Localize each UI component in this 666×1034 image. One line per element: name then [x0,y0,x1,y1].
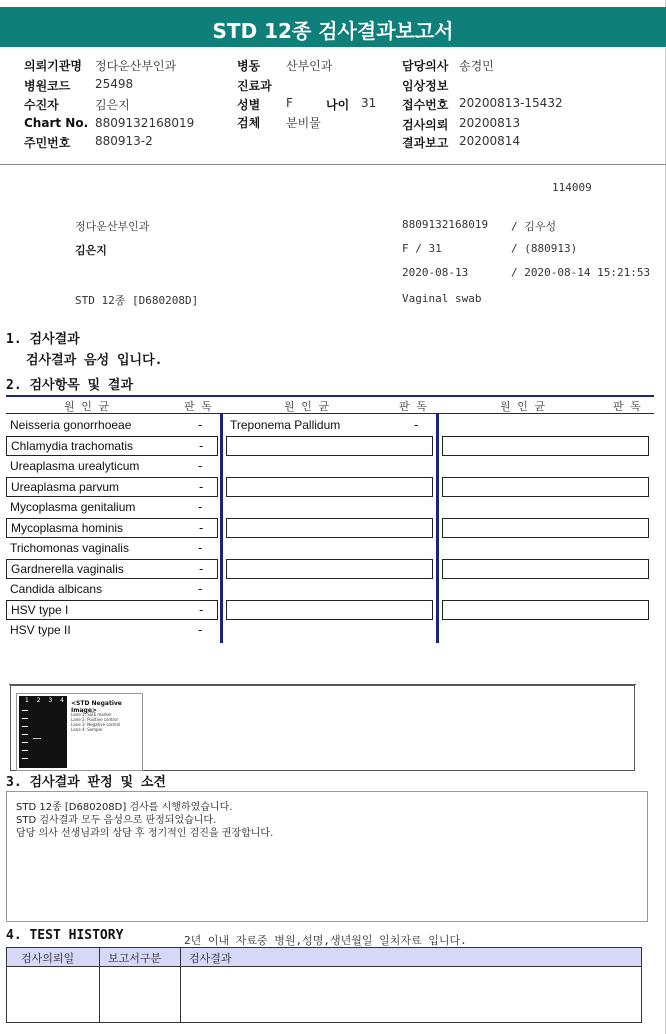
request-value: 20200813 [459,116,521,130]
section4-title: 4. TEST HISTORY [6,928,124,943]
empty-cell [226,559,433,579]
receipt-value: 20200813-15432 [459,96,563,110]
report-title: STD 12종 검사결과보고서 [212,19,454,43]
empty-cell [226,600,433,620]
organism-name: Mycoplasma genitalium [10,500,136,514]
control-band [33,738,41,739]
result-value: 20200814 [459,134,521,148]
organism-name: Treponema Pallidum [230,418,341,432]
summary-test-name: STD 12종 [D680208D] [75,294,199,307]
sex-value: F [286,96,293,110]
opinion-line: 담당 의사 선생님과의 상담 후 정기적인 검진을 권장합니다. [16,828,274,839]
age-label: 나이 [326,98,350,112]
institution-value: 정다운산부인과 [95,59,177,73]
history-header-row [7,948,641,967]
organism-result: - [198,459,203,473]
result-label: 결과보고 [402,136,449,150]
table-row [6,559,218,579]
hospital-code-value: 25498 [95,77,134,91]
dept-label: 진료과 [237,79,272,93]
empty-cell [226,477,433,497]
organism-result: - [198,623,203,637]
opinion-line: STD 검사결과 모두 음성으로 판정되었습니다. [16,815,217,826]
table-row [6,498,218,518]
gel-image-box [10,685,635,771]
gel-legend-line: Lane 1: SIZE marker [71,712,112,717]
patient-value: 김은지 [95,98,130,112]
organism-name: Ureaplasma urealyticum [10,459,140,473]
ladder-band [22,758,28,759]
ward-label: 병동 [237,59,261,73]
gel-lane-numbers: 1 2 3 4 [25,697,67,704]
organism-name: HSV type I [11,603,69,617]
gel-photo [19,696,67,768]
organism-name: HSV type II [10,623,71,637]
rrn-value: 880913-2 [95,134,153,148]
ladder-band [22,710,28,711]
specimen-value: 분비물 [286,116,321,130]
organism-name: Candida albicans [10,582,103,596]
gel-caption: <STD Negative Image> [71,700,122,714]
image-box-rule [9,684,636,685]
col1-name-header: 원 인 균 [64,400,110,413]
table-row [6,600,218,620]
grid-top-rule [6,395,654,397]
doctor-value: 송경민 [459,59,494,73]
history-note: 2년 이내 자료중 병원,성명,생년월일 일치자료 입니다. [184,934,467,947]
col3-result-header: 판 독 [613,400,641,413]
col3-name-header: 원 인 균 [500,400,546,413]
patient-info [0,47,666,165]
organism-name: Trichomonas vaginalis [10,541,129,555]
clinical-label: 임상정보 [402,79,449,93]
col1-result-header: 판 독 [184,400,212,413]
organism-name: Ureaplasma parvum [11,480,120,494]
request-label: 검사의뢰 [402,118,449,132]
receipt-label: 접수번호 [402,98,449,112]
gel-image[interactable] [16,693,143,771]
empty-cell [442,559,649,579]
organism-result: - [199,439,204,453]
rrn-label: 주민번호 [24,136,71,150]
col2-result-header: 판 독 [399,400,427,413]
gel-legend-line: Lane 2: Positive control [71,717,118,722]
table-row [6,539,218,559]
summary-institution: 정다운산부인과 [75,220,150,233]
opinion-box [6,791,648,922]
age-value: 31 [361,96,377,110]
ladder-band [22,750,28,751]
table-row [6,457,218,477]
empty-cell [442,477,649,497]
empty-cell [442,436,649,456]
summary-specimen: Vaginal swab [402,292,482,305]
organism-result: - [414,418,419,432]
table-row [226,416,433,436]
gel-legend-line: Lane 3: Negative control [71,722,121,727]
table-row [6,416,218,436]
summary-report-datetime: / 2020-08-14 15:21:53 [511,266,651,279]
ladder-band [22,718,28,719]
patient-label: 수진자 [24,98,59,112]
summary-birth: / (880913) [511,242,578,255]
section2-title: 2. 검사항목 및 결과 [6,378,134,393]
organism-result: - [198,418,203,432]
history-header-report-type: 보고서구분 [108,952,162,965]
opinion-line: STD 12종 [D680208D] 검사를 시행하였습니다. [16,802,233,813]
history-table [6,947,642,1023]
chart-value: 8809132168019 [95,116,195,130]
specimen-label: 검체 [237,116,261,130]
table-row [6,621,218,641]
table-row [6,518,218,538]
organism-result: - [198,500,203,514]
grid-divider-2 [436,413,439,643]
table-row [6,477,218,497]
table-row [6,580,218,600]
empty-cell [442,600,649,620]
summary-sex-age: F / 31 [402,242,442,255]
summary-patient: 김은지 [75,244,107,257]
section1-title: 1. 검사결과 [6,332,80,347]
hospital-code-label: 병원코드 [24,79,71,93]
chart-label: Chart No. [24,116,89,130]
result-grid [6,395,654,647]
sex-label: 성별 [237,98,261,112]
summary-chart: 8809132168019 [402,218,489,231]
organism-name: Neisseria gonorrhoeae [10,418,132,432]
organism-result: - [199,521,204,535]
empty-cell [226,518,433,538]
organism-result: - [198,582,203,596]
organism-result: - [198,541,203,555]
section1-result-text: 검사결과 음성 입니다. [26,353,163,368]
empty-cell [442,518,649,538]
gel-legend-line: Lane 4: Sample [71,727,103,732]
title-bar [0,7,666,47]
history-column-rule [99,948,100,1022]
organism-result: - [199,603,204,617]
ladder-band [22,742,28,743]
history-header-result: 검사결과 [189,952,232,965]
grid-divider-1 [220,413,223,643]
organism-name: Mycoplasma hominis [11,521,124,535]
empty-cell [226,436,433,456]
organism-result: - [199,562,204,576]
section3-title: 3. 검사결과 판정 및 소견 [6,775,166,790]
organism-name: Chlamydia trachomatis [11,439,134,453]
ladder-band [22,734,28,735]
report-id: 114009 [552,181,592,194]
history-column-rule [180,948,181,1022]
col2-name-header: 원 인 균 [284,400,330,413]
ward-value: 산부인과 [286,59,333,73]
summary-receive-date: 2020-08-13 [402,266,469,279]
table-row [6,436,218,456]
organism-result: - [199,480,204,494]
doctor-label: 담당의사 [402,59,449,73]
summary-doctor: / 김우성 [511,220,557,233]
organism-name: Gardnerella vaginalis [11,562,124,576]
institution-label: 의뢰기관명 [24,59,82,73]
ladder-band [22,726,28,727]
history-header-request-date: 검사의뢰일 [21,952,75,965]
